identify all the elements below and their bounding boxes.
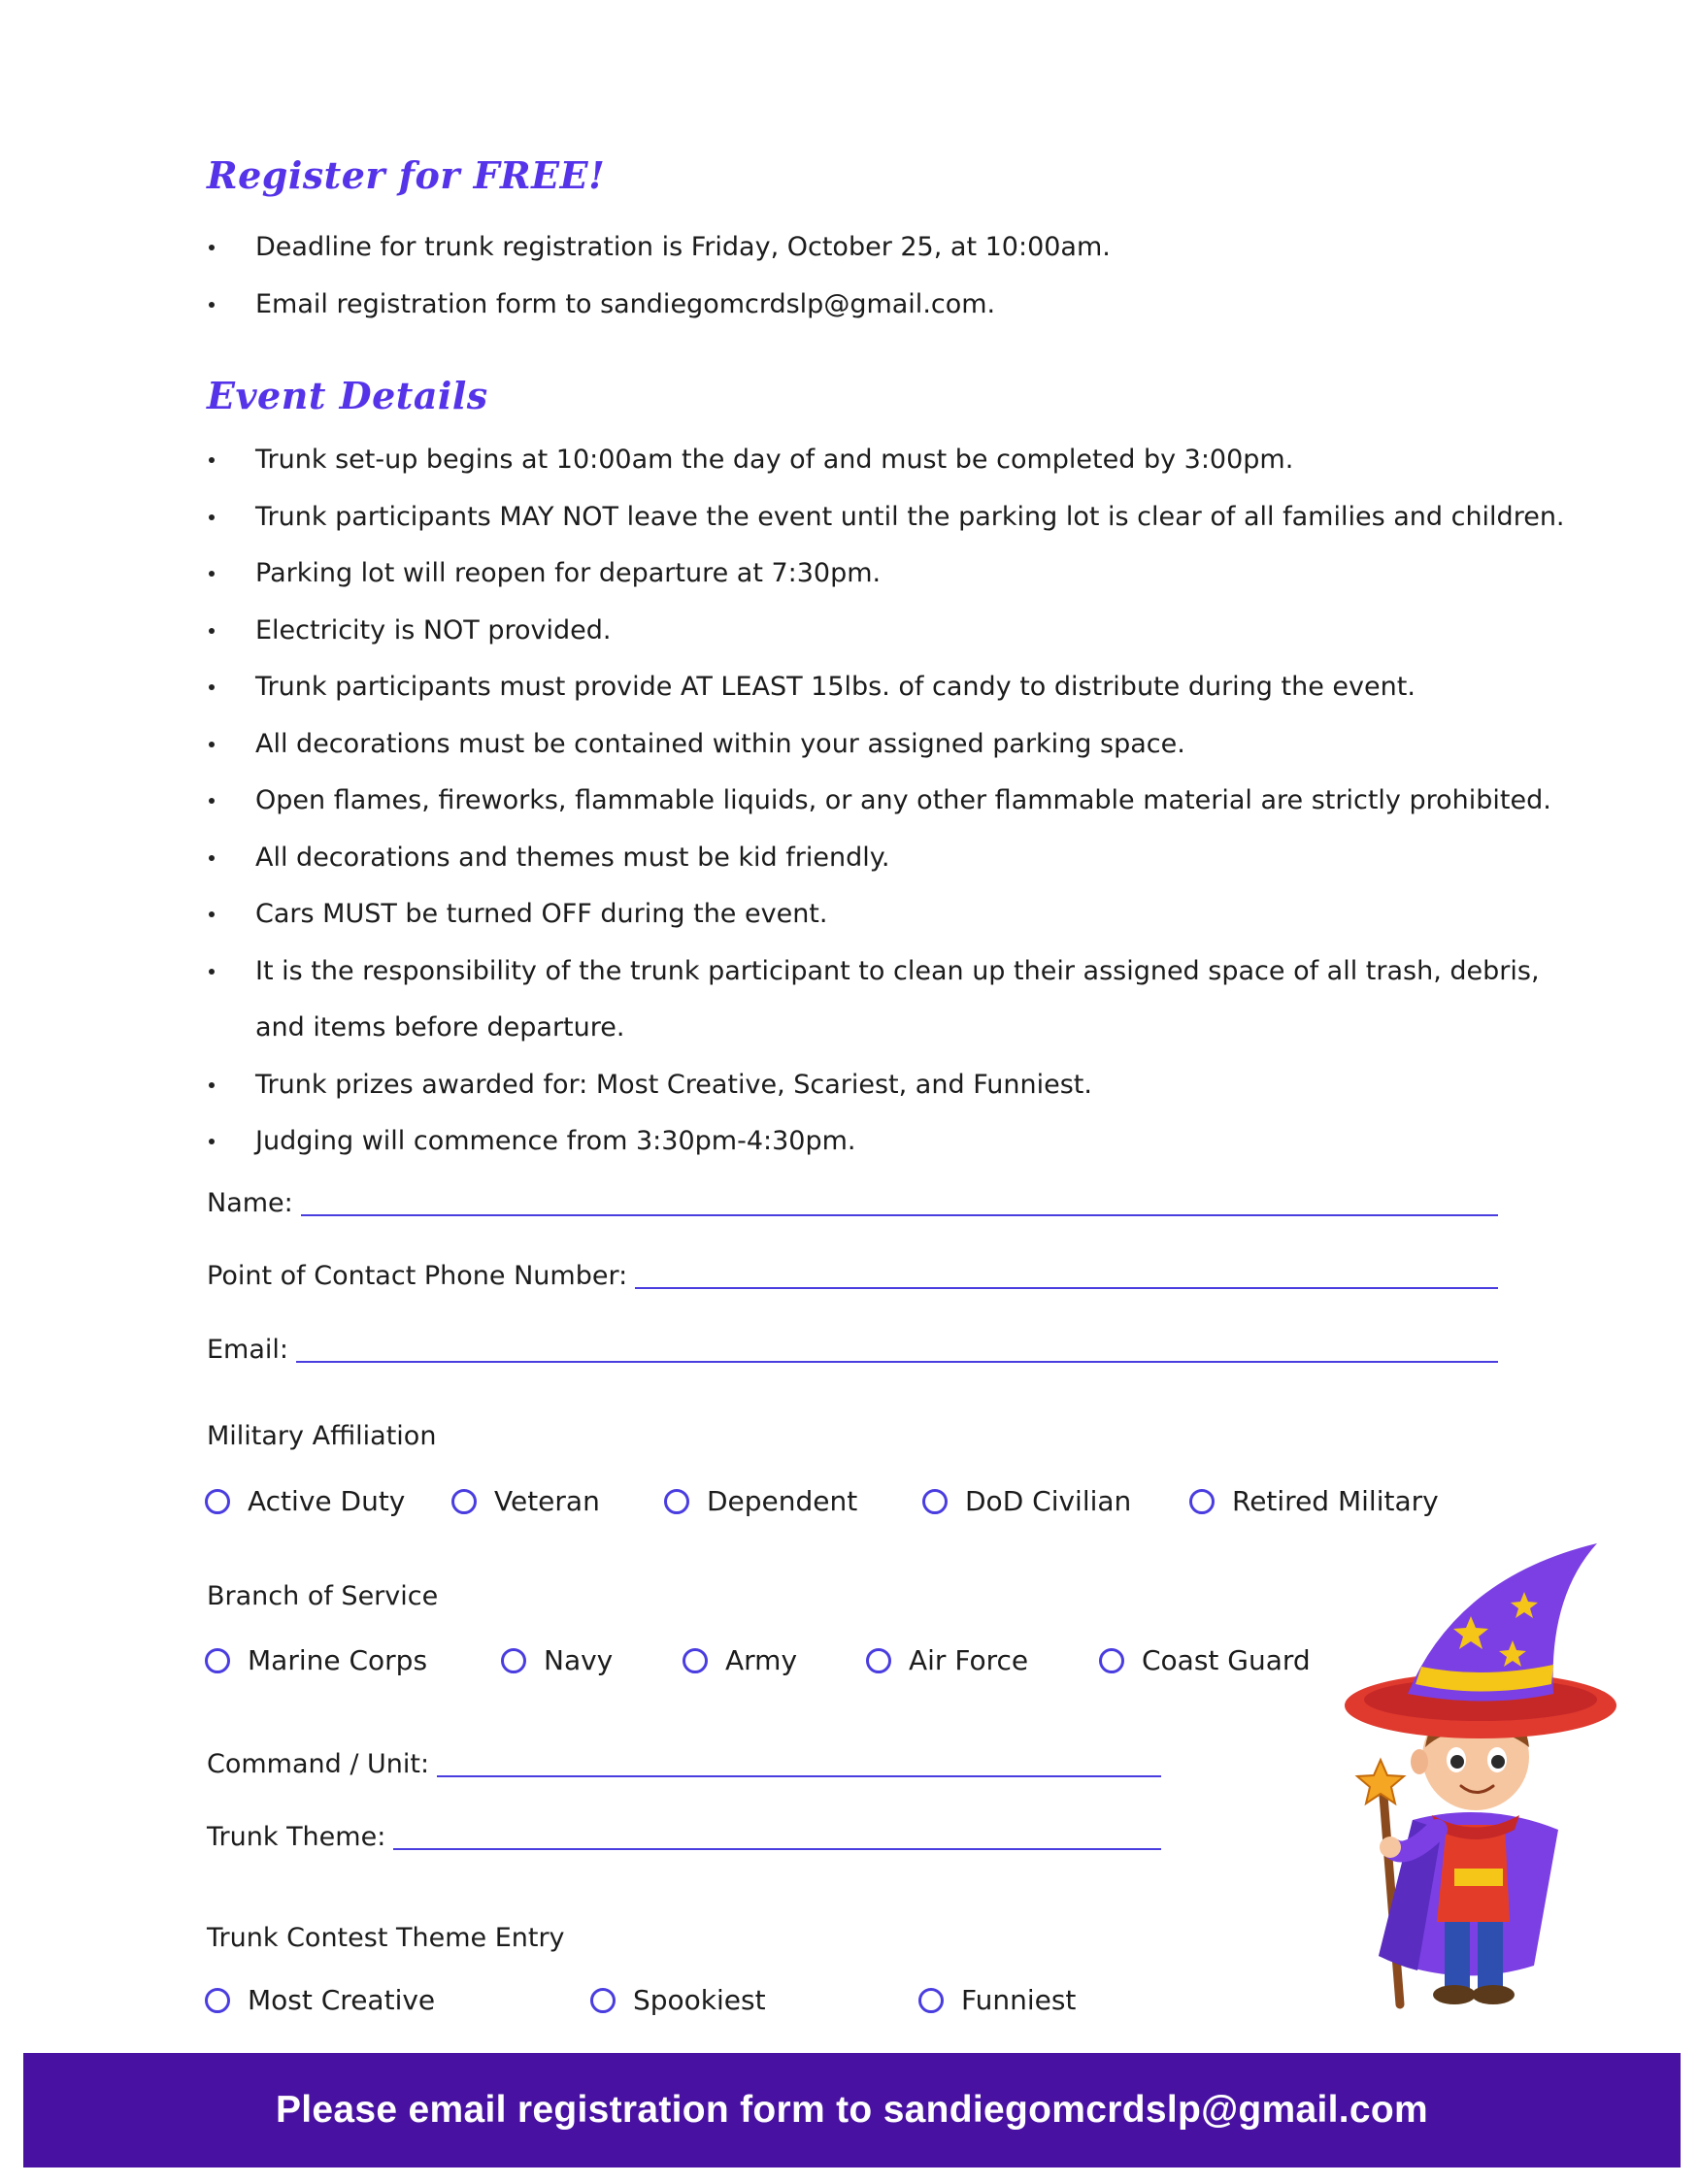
email-label: Email: (207, 1335, 289, 1365)
wizard-boy-icon (1340, 1539, 1631, 2024)
bullet-icon (209, 457, 215, 463)
list-item: Deadline for trunk registration is Friday, October 25, at 10:00am. (207, 219, 1585, 277)
bullet-icon (209, 855, 215, 861)
list-item: Parking lot will reopen for departure at 7:30pm. (207, 546, 1585, 603)
phone-input-line[interactable] (635, 1287, 1498, 1289)
event-details-heading: Event Details (207, 374, 488, 417)
email-field[interactable] (207, 1328, 1498, 1367)
list-item: Electricity is NOT provided. (207, 603, 1585, 660)
radio-active-duty[interactable]: Active Duty (205, 1485, 405, 1517)
bullet-icon (209, 742, 215, 747)
phone-field[interactable] (207, 1254, 1498, 1293)
bullet-icon (209, 628, 215, 634)
footer-text: Please email registration form to sandiegomcrdslp@gmail.com (275, 2089, 1429, 2131)
radio-circle-icon[interactable] (683, 1648, 708, 1673)
bullet-icon (209, 245, 215, 250)
list-item: Judging will commence from 3:30pm-4:30pm. (207, 1113, 1585, 1171)
name-field[interactable] (207, 1181, 1498, 1220)
bullet-icon (209, 684, 215, 690)
event-details-list (207, 432, 1585, 1171)
radio-circle-icon[interactable] (205, 1648, 230, 1673)
radio-army[interactable]: Army (683, 1644, 797, 1676)
bullet-icon (209, 969, 215, 975)
phone-label: Point of Contact Phone Number: (207, 1261, 628, 1291)
radio-coast-guard[interactable]: Coast Guard (1099, 1644, 1311, 1676)
list-item: All decorations must be contained within your assigned parking space. (207, 716, 1585, 774)
bullet-icon (209, 911, 215, 917)
military-affiliation-label: Military Affiliation (207, 1421, 437, 1451)
branch-of-service-label: Branch of Service (207, 1581, 439, 1611)
bullet-icon (209, 798, 215, 804)
bullet-icon (209, 1082, 215, 1088)
radio-funniest[interactable]: Funniest (918, 1984, 1076, 2016)
radio-circle-icon[interactable] (590, 1988, 616, 2013)
command-unit-label: Command / Unit: (207, 1749, 430, 1779)
radio-circle-icon[interactable] (866, 1648, 891, 1673)
command-unit-input-line[interactable] (437, 1775, 1161, 1777)
radio-circle-icon[interactable] (918, 1988, 944, 2013)
radio-most-creative[interactable]: Most Creative (205, 1984, 435, 2016)
bullet-icon (209, 571, 215, 577)
radio-circle-icon[interactable] (501, 1648, 526, 1673)
list-item: Email registration form to sandiegomcrdslp@gmail.com. (207, 277, 1585, 334)
radio-retired-military[interactable]: Retired Military (1189, 1485, 1439, 1517)
bullet-icon (209, 514, 215, 520)
radio-circle-icon[interactable] (1189, 1489, 1215, 1514)
list-item: It is the responsibility of the trunk participant to clean up their assigned space of all trash, debris, and items before departure. (207, 943, 1585, 1057)
list-item: Open flames, fireworks, flammable liquids, or any other flammable material are strictly prohibited. (207, 773, 1585, 830)
radio-circle-icon[interactable] (451, 1489, 477, 1514)
radio-dod-civilian[interactable]: DoD Civilian (922, 1485, 1131, 1517)
name-input-line[interactable] (301, 1214, 1498, 1216)
radio-dependent[interactable]: Dependent (664, 1485, 857, 1517)
command-unit-field[interactable] (207, 1742, 1161, 1781)
radio-circle-icon[interactable] (664, 1489, 689, 1514)
radio-air-force[interactable]: Air Force (866, 1644, 1028, 1676)
trunk-theme-input-line[interactable] (393, 1848, 1161, 1850)
radio-marine-corps[interactable]: Marine Corps (205, 1644, 427, 1676)
trunk-theme-field[interactable] (207, 1815, 1161, 1854)
contest-entry-label: Trunk Contest Theme Entry (207, 1923, 565, 1953)
radio-spookiest[interactable]: Spookiest (590, 1984, 766, 2016)
list-item: Trunk prizes awarded for: Most Creative, Scariest, and Funniest. (207, 1057, 1585, 1114)
radio-circle-icon[interactable] (922, 1489, 948, 1514)
list-item: All decorations and themes must be kid friendly. (207, 830, 1585, 887)
radio-circle-icon[interactable] (205, 1489, 230, 1514)
footer-banner (23, 2053, 1681, 2167)
radio-circle-icon[interactable] (1099, 1648, 1124, 1673)
list-item: Cars MUST be turned OFF during the event. (207, 886, 1585, 943)
list-item: Trunk set-up begins at 10:00am the day of and must be completed by 3:00pm. (207, 432, 1585, 489)
list-item: Trunk participants must provide AT LEAST 15lbs. of candy to distribute during the event. (207, 659, 1585, 716)
radio-circle-icon[interactable] (205, 1988, 230, 2013)
list-item: Trunk participants MAY NOT leave the event until the parking lot is clear of all families and children. (207, 489, 1585, 546)
radio-veteran[interactable]: Veteran (451, 1485, 600, 1517)
radio-navy[interactable]: Navy (501, 1644, 613, 1676)
bullet-icon (209, 302, 215, 308)
email-input-line[interactable] (296, 1361, 1498, 1363)
trunk-theme-label: Trunk Theme: (207, 1822, 386, 1852)
bullet-icon (209, 1139, 215, 1144)
register-list (207, 219, 1585, 333)
name-label: Name: (207, 1188, 293, 1218)
register-heading: Register for FREE! (207, 153, 606, 197)
